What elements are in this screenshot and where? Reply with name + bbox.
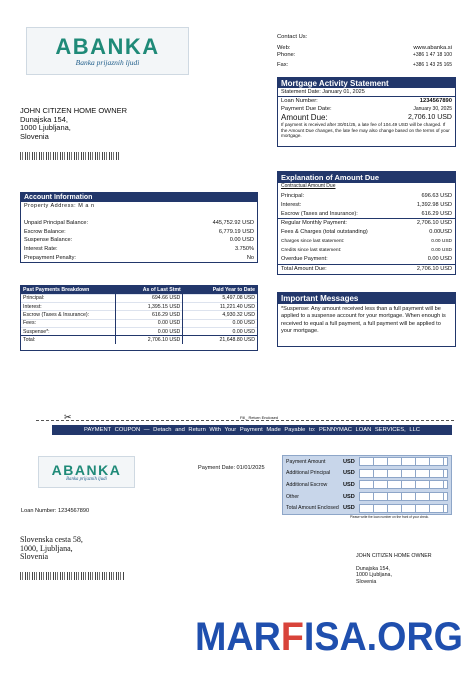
coupon-banner: [52, 425, 452, 435]
property-address: Property Address: M a n: [24, 203, 95, 209]
account-row: [21, 253, 257, 262]
account-row-label: Suspense Balance:: [24, 237, 73, 244]
web-label: Web:: [277, 44, 291, 51]
past-payments-cell: Principal:: [21, 294, 115, 302]
explanation-row: [278, 218, 455, 228]
coupon-field-row: [283, 502, 451, 514]
account-row-value: 3.750%: [235, 246, 254, 253]
account-row-value: No: [246, 254, 254, 261]
explanation-row-label: Charges since last statement:: [281, 238, 345, 244]
account-row: [21, 236, 257, 245]
past-payments-row: [21, 327, 257, 335]
coupon-customer-name: JOHN CITIZEN HOME OWNER: [356, 553, 432, 559]
explanation-row-label: Principal:: [281, 192, 305, 199]
past-payments-box: [20, 285, 258, 351]
statement-date: Statement Date: January 01, 2025: [278, 88, 455, 97]
remit-street: Slovenska cesta 58,: [20, 535, 83, 544]
due-date-label: Payment Due Date:: [281, 106, 332, 112]
customer-city: 1000 Ljubljana,: [20, 123, 71, 132]
past-payments-cell: 616.29 USD: [115, 311, 182, 319]
past-payments-header: As of Last Stmt: [115, 286, 182, 294]
coupon-customer-country: Slovenia: [356, 578, 377, 585]
phone-label: Phone:: [277, 52, 296, 58]
coupon-field-input[interactable]: [359, 492, 448, 501]
coupon-field-row: [283, 491, 451, 503]
watermark-letter: O: [377, 615, 409, 658]
explanation-row-label: Total Amount Due:: [281, 265, 327, 272]
coupon-field-label: Additional Principal: [286, 470, 331, 477]
account-row: [21, 245, 257, 254]
explanation-row-label: Regular Monthly Payment:: [281, 220, 347, 227]
past-payments-cell: Fees:: [21, 319, 115, 327]
loan-number-value: 1234567890: [419, 98, 452, 104]
explanation-row: [278, 191, 455, 200]
important-messages-box: [277, 292, 456, 347]
mortgage-statement-box: [277, 77, 456, 147]
past-payments-cell: 21,648.80 USD: [183, 336, 257, 344]
watermark-letter: F: [280, 615, 306, 658]
customer-street: Dunajska 154,: [20, 114, 68, 124]
explanation-subtitle: Contractual Amount Due: [281, 183, 336, 189]
coupon-field-row: [283, 456, 451, 468]
watermark-letter: I: [303, 615, 315, 658]
explanation-row-label: Credits since last statement:: [281, 247, 342, 253]
amount-due-label: Amount Due:: [281, 113, 328, 122]
past-payments-row: [21, 311, 257, 319]
past-payments-cell: 1,395.15 USD: [115, 303, 182, 311]
past-payments-cell: 5,497.08 USD: [183, 294, 257, 302]
explanation-row-label: Escrow (Taxes and Insurance):: [281, 210, 358, 217]
svg-text:MARFISA.ORG: [195, 615, 463, 658]
customer-country: Slovenia: [20, 131, 49, 141]
past-payments-cell: 694.66 USD: [115, 294, 182, 302]
statement-title: Mortgage Activity Statement: [278, 78, 455, 88]
coupon-field-input[interactable]: [359, 469, 448, 478]
coupon-field-label: Total Amount Enclosed: [286, 505, 339, 512]
explanation-title: Explanation of Amount Due: [278, 172, 455, 183]
coupon-cut-line: [36, 420, 454, 421]
fax-label: Fax:: [277, 61, 289, 68]
bank-logo-slogan: Banka prijaznih ljudi: [75, 57, 140, 67]
messages-body: *Suspense: Any amount received less than a full payment will be applied to a suspense account for your mortgage. When enough is received to equal a full payment, a full payment will be applied to your mortgage.: [281, 306, 446, 334]
web-value[interactable]: www.abanka.si: [413, 44, 452, 51]
phone-value: +386 1 47 18 100: [412, 52, 452, 58]
contact-block: [277, 34, 452, 69]
account-info-box: [20, 192, 258, 263]
past-payments-row: [21, 336, 257, 344]
account-row-value: 445,752.92 USD: [212, 220, 254, 227]
coupon-field-currency: USD: [343, 493, 355, 500]
coupon-field-label: Payment Amount: [286, 458, 326, 465]
marfisa-watermark-svg: [193, 612, 465, 658]
coupon-field-currency: USD: [343, 505, 355, 512]
explanation-row: [278, 255, 455, 264]
past-payments-row: [21, 303, 257, 311]
account-row: [21, 219, 257, 228]
bank-logo-name: ABANKA: [55, 33, 160, 59]
coupon-field-label: Other: [286, 493, 299, 500]
coupon-field-row: [283, 479, 451, 491]
past-payments-cell: Escrow (Taxes & Insurance):: [21, 311, 115, 319]
coupon-logo-name: ABANKA: [51, 461, 122, 478]
watermark-letter: R: [406, 615, 436, 658]
past-payments-row: [21, 294, 257, 302]
customer-name: JOHN CITIZEN HOME OWNER: [20, 106, 128, 115]
past-payments-cell: 0.00 USD: [183, 327, 257, 335]
contact-title: Contact Us:: [277, 34, 308, 40]
coupon-field-currency: USD: [343, 481, 355, 488]
remit-city: 1000, Ljubljana,: [20, 543, 73, 553]
watermark-letter: G: [433, 615, 465, 658]
past-payments-cell: 0.00 USD: [115, 319, 182, 327]
coupon-field-label: Additional Escrow: [286, 481, 328, 488]
watermark-letter: R: [253, 615, 283, 658]
past-payments-cell: Interest:: [21, 303, 115, 311]
coupon-field-row: [283, 468, 451, 480]
past-payments-cell: 2,706.10 USD: [115, 336, 182, 344]
coupon-field-input[interactable]: [359, 457, 448, 466]
coupon-banner-text: PAYMENT COUPON — Detach and Return With Your Payment Made Payable to: PENNYMAC LOAN SERVICES, LLC: [84, 427, 420, 433]
account-row-label: Prepayment Penalty:: [24, 254, 76, 261]
explanation-row: [278, 209, 455, 218]
explanation-row: [278, 228, 455, 237]
coupon-field-currency: USD: [343, 458, 355, 465]
watermark-letter: M: [195, 615, 229, 658]
coupon-bank-logo: [38, 456, 135, 488]
explanation-row-value: 616.29 USD: [421, 210, 452, 217]
watermark-letter: .: [366, 615, 378, 658]
explanation-row-label: Interest:: [281, 201, 302, 208]
due-date-value: January 30, 2025: [413, 106, 452, 112]
remit-barcode: [20, 572, 124, 580]
past-payments-row: [21, 319, 257, 327]
address-barcode: [20, 152, 120, 160]
explanation-row-value: 0.00 USD: [427, 256, 452, 262]
amount-due-explanation-box: [277, 171, 456, 275]
past-payments-header: Past Payments Breakdown: [21, 286, 115, 294]
cut-note: Fill_ Return Enclosed: [240, 415, 279, 420]
marfisa-watermark: [193, 612, 465, 658]
bank-logo: [26, 27, 189, 75]
coupon-logo-slogan: Banka prijaznih ljudi: [66, 476, 107, 482]
past-payments-cell: 4,930.32 USD: [183, 311, 257, 319]
coupon-loan-number: Loan Number: 1234567890: [21, 508, 90, 514]
coupon-field-currency: USD: [343, 470, 355, 477]
watermark-letter: A: [339, 615, 369, 658]
watermark-letter: S: [314, 615, 342, 658]
loan-number-label: Loan Number:: [281, 98, 318, 104]
fax-value: +386 1 43 25 165: [412, 61, 452, 68]
explanation-row-value: 2,706.10 USD: [416, 265, 452, 272]
explanation-row-value: 0.00 USD: [431, 238, 452, 244]
account-rows: [21, 219, 257, 262]
explanation-rows: [278, 191, 455, 273]
explanation-row: [278, 237, 455, 246]
past-payments-cell: 0.00 USD: [183, 319, 257, 327]
coupon-customer-city: 1000 Ljubljana,: [356, 572, 392, 578]
remit-country: Slovenia: [20, 552, 48, 561]
past-payments-header: Paid Year to Date: [183, 286, 257, 294]
watermark-letter: A: [226, 615, 256, 658]
messages-title: Important Messages: [278, 293, 455, 304]
past-payments-cell: Total:: [21, 336, 115, 344]
coupon-fields: [282, 455, 452, 515]
remit-address: [20, 536, 83, 562]
coupon-customer-address: [356, 553, 432, 585]
customer-address: [20, 107, 127, 141]
late-fee-note: If payment is received after 30/01/25, a late fee of 104.49 USD will be charged. If the Amount Due changes, the late fee may also change based on the terms of your mortgage.: [281, 122, 450, 138]
account-info-title: Account Information: [21, 193, 257, 202]
scissors-icon: ✂: [64, 412, 72, 422]
account-row-value: 6,779.19 USD: [218, 228, 254, 235]
coupon-customer-street: Dunajska 154,: [356, 565, 390, 572]
account-row-label: Escrow Balance:: [24, 228, 66, 235]
past-payments-cell: Suspense*:: [21, 327, 115, 335]
explanation-row-value: 0.00USD: [429, 229, 452, 235]
coupon-payment-date: Payment Date: 01/01/2025: [198, 465, 265, 471]
coupon-field-input[interactable]: [359, 504, 448, 513]
explanation-row-label: Fees & Charges (total outstanding): [281, 229, 368, 235]
past-payments-cell: 0.00 USD: [115, 327, 182, 335]
explanation-row-value: 0.00 USD: [431, 247, 452, 253]
explanation-row-value: 2,706.10 USD: [416, 220, 452, 227]
coupon-field-input[interactable]: [359, 480, 448, 489]
explanation-row-label: Overdue Payment:: [281, 256, 328, 262]
account-row-label: Interest Rate:: [24, 246, 58, 253]
account-row-value: 0.00 USD: [229, 237, 254, 244]
coupon-fine-print: Please write the loan number on the front of your check.: [350, 515, 430, 519]
amount-due-value: 2,706.10 USD: [408, 114, 452, 121]
explanation-row: [278, 200, 455, 209]
account-row-label: Unpaid Principal Balance:: [24, 220, 89, 227]
explanation-row-value: 1,392.98 USD: [416, 201, 452, 208]
explanation-row: [278, 246, 455, 255]
explanation-row-value: 696.63 USD: [421, 192, 452, 199]
past-payments-table: [21, 286, 257, 344]
explanation-row: [278, 264, 455, 273]
past-payments-cell: 11,221.40 USD: [183, 303, 257, 311]
account-row: [21, 228, 257, 237]
